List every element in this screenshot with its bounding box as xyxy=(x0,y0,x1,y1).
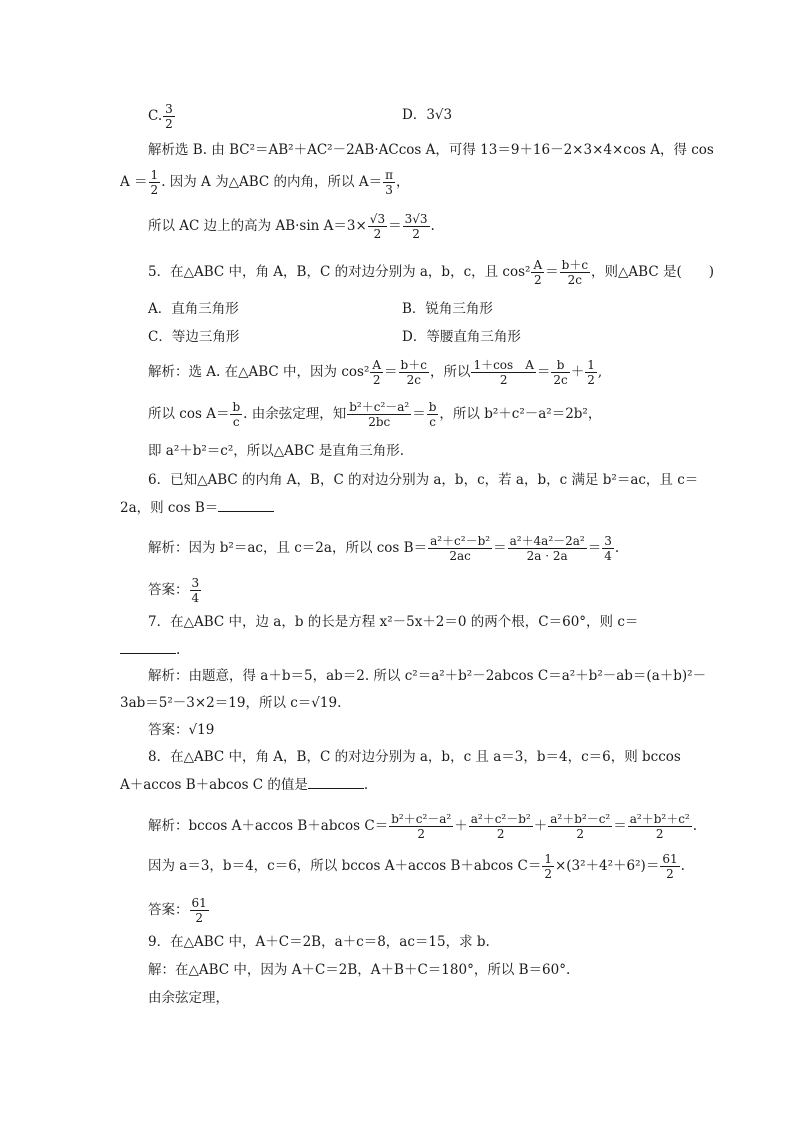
numerator: 61 xyxy=(191,896,207,910)
q7-solution-line-1: 解析：由题意，得 a＋b＝5，ab＝2. 所以 c²＝a²＋b²－2abcos C＝a²＋b²－ab＝(a＋b)²－ xyxy=(148,668,707,684)
fraction xyxy=(628,812,692,841)
numerator: a²＋c²－b² xyxy=(470,812,531,826)
fraction xyxy=(660,852,679,881)
fraction xyxy=(427,400,439,429)
numerator: 1 xyxy=(544,852,552,866)
text: ，则△ABC 是( ) xyxy=(591,264,715,280)
q4-option-c xyxy=(148,102,176,131)
q8-solution-line-2 xyxy=(148,852,685,881)
text: ，所以 xyxy=(429,364,471,380)
q4-solution-line-1: 解析选 B. 由 BC²＝AB²＋AC²－2AB·ACcos A，可得 13＝9＋16－2×3×4×cos A，得 cos xyxy=(148,142,714,158)
denominator: 2bc xyxy=(368,415,391,429)
q5-option-b: B．锐角三角形 xyxy=(402,301,493,317)
fraction xyxy=(471,358,535,387)
text: 解析：选 A. 在△ABC 中，因为 cos² xyxy=(148,364,370,380)
denominator: 2 xyxy=(372,373,381,387)
denominator: 2 xyxy=(655,827,664,841)
text: 因为 a＝3，b＝4，c＝6，所以 bccos A＋accos B＋abcos C＝ xyxy=(148,858,542,874)
q7-stem-line-1: 7．在△ABC 中，边 a，b 的长是方程 x²－5x＋2＝0 的两个根，C＝60°，则 c＝ xyxy=(148,614,639,630)
fraction xyxy=(469,812,533,841)
numerator: A xyxy=(533,258,543,272)
numerator: a²＋b²＋c² xyxy=(629,812,690,826)
text: 解析：因为 b²＝ac，且 c＝2a，所以 cos B＝ xyxy=(148,540,428,556)
numerator: b xyxy=(428,400,437,414)
q4-solution-line-3 xyxy=(148,212,435,241)
text: . xyxy=(363,777,369,793)
numerator: b xyxy=(232,400,241,414)
q9-solution-line-2: 由余弦定理， xyxy=(148,990,229,1006)
q4-option-d: D．3√3 xyxy=(402,107,453,123)
q5-stem xyxy=(148,258,714,287)
denominator: 2 xyxy=(576,827,585,841)
denominator: c xyxy=(429,415,436,429)
text: 5．在△ABC 中，角 A，B，C 的对边分别为 a，b，c，且 cos² xyxy=(148,264,531,280)
option-label: C. xyxy=(148,108,163,124)
text: ＝ xyxy=(613,818,627,834)
numerator: b＋c xyxy=(400,358,427,372)
q5-solution-line-3: 即 a²＋b²＝c²，所以△ABC 是直角三角形. xyxy=(148,443,404,459)
numerator: 1 xyxy=(587,358,595,372)
text: . xyxy=(614,540,620,556)
denominator: c xyxy=(232,415,240,429)
numerator: b xyxy=(551,358,569,373)
text: ＝ xyxy=(536,364,551,380)
text: ＝ xyxy=(493,540,507,556)
q5-option-d: D．等腰直角三角形 xyxy=(402,329,521,345)
denominator: 2c xyxy=(553,373,568,387)
fraction xyxy=(551,358,569,387)
denominator: 2 xyxy=(544,867,552,881)
text: ＋ xyxy=(454,818,468,834)
q7-solution-line-2: 3ab＝5²－3×2＝19，所以 c＝√19. xyxy=(120,695,342,711)
text: . xyxy=(680,858,685,874)
fraction xyxy=(163,102,175,131)
denominator: 2ac xyxy=(449,549,471,563)
text: ＋ xyxy=(570,364,585,380)
fraction xyxy=(389,812,453,841)
denominator: 4 xyxy=(604,549,612,563)
text: . xyxy=(430,218,435,234)
text: 所以 cos A＝ xyxy=(148,406,230,422)
fraction xyxy=(542,852,554,881)
text: ，所以 b²＋c²－a²＝2b²， xyxy=(439,406,602,422)
text: ＝ xyxy=(412,406,426,422)
text: . 由余弦定理，知 xyxy=(243,406,347,422)
q8-stem-line-1: 8．在△ABC 中，角 A，B，C 的对边分别为 a，b，c 且 a＝3，b＝4，c＝6，则 bccos xyxy=(148,749,681,765)
numerator: a²＋c²－b² xyxy=(430,534,491,548)
denominator: 2 xyxy=(499,373,508,387)
answer-label: 答案： xyxy=(148,902,189,918)
denominator: 2 xyxy=(496,827,505,841)
denominator: 2 xyxy=(373,227,382,241)
q8-stem-line-2 xyxy=(120,776,368,794)
text: 2a，则 cos B＝ xyxy=(120,500,219,516)
text: 所以 AC 边上的高为 AB·sin A＝3× xyxy=(148,218,367,234)
q5-solution-line-2 xyxy=(148,400,601,429)
q7-answer: 答案：√19 xyxy=(148,722,215,738)
fraction xyxy=(403,212,430,241)
q6-solution xyxy=(148,534,619,563)
numerator: a²＋b²－c² xyxy=(550,812,611,826)
denominator: 2c xyxy=(567,273,583,287)
fraction xyxy=(230,400,242,429)
q5-solution-line-1 xyxy=(148,358,602,387)
fraction xyxy=(383,168,395,197)
q6-answer xyxy=(148,576,202,605)
denominator: 2 xyxy=(165,117,173,131)
numerator: A xyxy=(372,358,382,372)
denominator: 2 xyxy=(417,827,426,841)
fraction xyxy=(347,400,411,429)
text: ＝ xyxy=(384,364,398,380)
fraction xyxy=(560,258,590,287)
numerator: 3√3 xyxy=(404,212,428,226)
text: ＝ xyxy=(388,218,402,234)
answer-blank xyxy=(218,499,274,512)
numerator: 3 xyxy=(604,534,612,548)
q8-answer xyxy=(148,896,210,925)
answer-label: 答案： xyxy=(148,582,189,598)
numerator: 3 xyxy=(191,576,200,590)
fraction xyxy=(368,212,387,241)
numerator: 1 xyxy=(150,168,159,182)
fraction xyxy=(548,812,612,841)
text: ×(3²＋4²＋6²)＝ xyxy=(554,858,660,874)
numerator: b²＋c²－a² xyxy=(349,400,410,414)
q9-solution-line-1: 解：在△ABC 中，因为 A＋C＝2B，A＋B＋C＝180°，所以 B＝60°. xyxy=(148,962,571,978)
text: . 因为 A 为△ABC 的内角，所以 A＝ xyxy=(161,174,383,190)
denominator: 2a · 2a xyxy=(526,549,568,563)
fraction xyxy=(190,576,202,605)
fraction xyxy=(531,258,544,287)
denominator: 2 xyxy=(412,227,420,241)
denominator: 2 xyxy=(533,273,542,287)
denominator: 2 xyxy=(150,183,159,197)
answer-blank xyxy=(308,776,364,789)
q7-stem-line-2 xyxy=(120,641,180,659)
text: A＋accos B＋abcos C 的值是 xyxy=(120,777,308,793)
numerator: 3 xyxy=(165,102,173,116)
denominator: 2c xyxy=(406,373,421,387)
q5-option-c: C．等边三角形 xyxy=(148,329,240,345)
numerator: √3 xyxy=(369,212,386,226)
fraction xyxy=(370,358,383,387)
text: A ＝ xyxy=(120,174,148,190)
text: . xyxy=(692,818,698,834)
fraction xyxy=(149,168,161,197)
text: ， xyxy=(395,174,410,190)
numerator: 1＋cos A xyxy=(473,358,534,372)
text: 解析：bccos A＋accos B＋abcos C＝ xyxy=(148,818,389,834)
numerator: π xyxy=(385,168,393,182)
denominator: 4 xyxy=(191,591,200,605)
q4-solution-line-2 xyxy=(120,168,409,197)
fraction xyxy=(190,896,209,925)
q6-stem-line-2 xyxy=(120,499,274,517)
denominator: 3 xyxy=(385,183,393,197)
denominator: 2 xyxy=(195,911,203,925)
text: ＝ xyxy=(545,264,559,280)
q6-stem-line-1: 6．已知△ABC 的内角 A，B，C 的对边分别为 a，b，c，若 a，b，c 满足 b²＝ac，且 c＝ xyxy=(148,472,699,488)
q5-option-a: A．直角三角形 xyxy=(148,301,239,317)
q9-stem: 9．在△ABC 中，A＋C＝2B，a＋c＝8，ac＝15，求 b. xyxy=(148,934,490,950)
numerator: 61 xyxy=(662,852,678,866)
numerator: a²＋4a²－2a² xyxy=(509,534,585,548)
fraction xyxy=(585,358,597,387)
denominator: 2 xyxy=(666,867,674,881)
numerator: b²＋c²－a² xyxy=(391,812,452,826)
answer-blank xyxy=(120,641,176,654)
fraction xyxy=(428,534,492,563)
text: ＋ xyxy=(533,818,548,834)
q8-solution-line-1 xyxy=(148,812,697,841)
text: ＝ xyxy=(587,540,602,556)
text: , xyxy=(597,364,603,380)
numerator: b＋c xyxy=(561,258,589,272)
denominator: 2 xyxy=(587,373,595,387)
fraction xyxy=(399,358,429,387)
fraction xyxy=(602,534,614,563)
text: . xyxy=(176,642,181,658)
fraction xyxy=(508,534,587,563)
